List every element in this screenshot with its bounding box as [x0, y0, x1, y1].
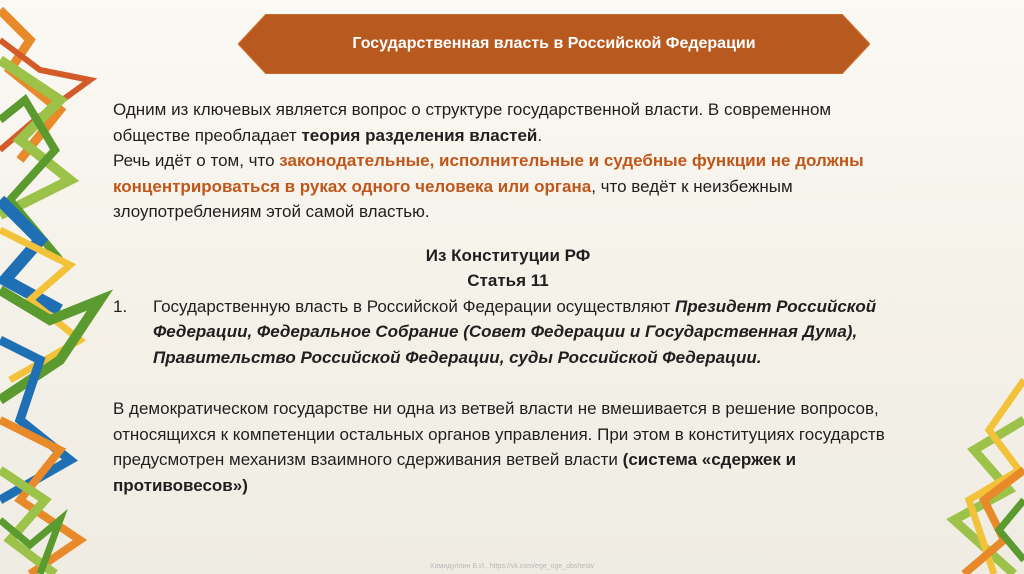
separation-highlight: законодательные, исполнительные и судебные функции не должны концентрироваться в руках одного человека или органа	[113, 151, 864, 196]
intro-paragraph	[113, 97, 903, 148]
article-item-text: Государственную власть в Российской Федерации осуществляют	[153, 296, 675, 316]
article-item-body	[153, 294, 903, 371]
left-ribbon-decoration	[0, 0, 120, 574]
separation-paragraph	[113, 148, 903, 225]
article-item-bodies: Президент Российской Федерации, Федеральное Собрание (Совет Федерации и Государственная Дума), Правительство Российской Федерации, суды Российской Федерации.	[153, 296, 877, 367]
slide-content	[113, 97, 903, 498]
checks-balances-term: (система «сдержек и противовесов»)	[113, 450, 797, 495]
page-title: Государственная власть в Российской Федерации	[352, 35, 756, 52]
separation-end: , что ведёт к неизбежным злоупотреблениям этой самой властью.	[113, 176, 793, 221]
intro-end: .	[537, 125, 543, 145]
separation-start: Речь идёт о том, что	[113, 151, 280, 170]
right-ribbon-decoration	[934, 0, 1024, 574]
article-item-number: 1.	[113, 296, 128, 316]
article-heading: Статья 11	[467, 271, 549, 290]
theory-term: теория разделения властей	[301, 125, 538, 145]
constitution-heading: Из Конституции РФ	[425, 245, 591, 265]
intro-text: Одним из ключевых является вопрос о структуре государственной власти. В современном обществе преобладает	[113, 100, 832, 145]
article-list-item	[113, 294, 903, 371]
footer-credit: Хамидуллин Б.И., https://vk.com/ege_oge_obshestv	[429, 563, 595, 570]
conclusion-paragraph	[113, 396, 903, 498]
conclusion-text: В демократическом государстве ни одна из ветвей власти не вмешивается в решение вопросов, относящихся к компетенции остальных органов управления. При этом в конституциях государств предусмотрен механизм взаимного сдерживания ветвей власти	[113, 399, 885, 469]
title-banner	[238, 14, 870, 74]
